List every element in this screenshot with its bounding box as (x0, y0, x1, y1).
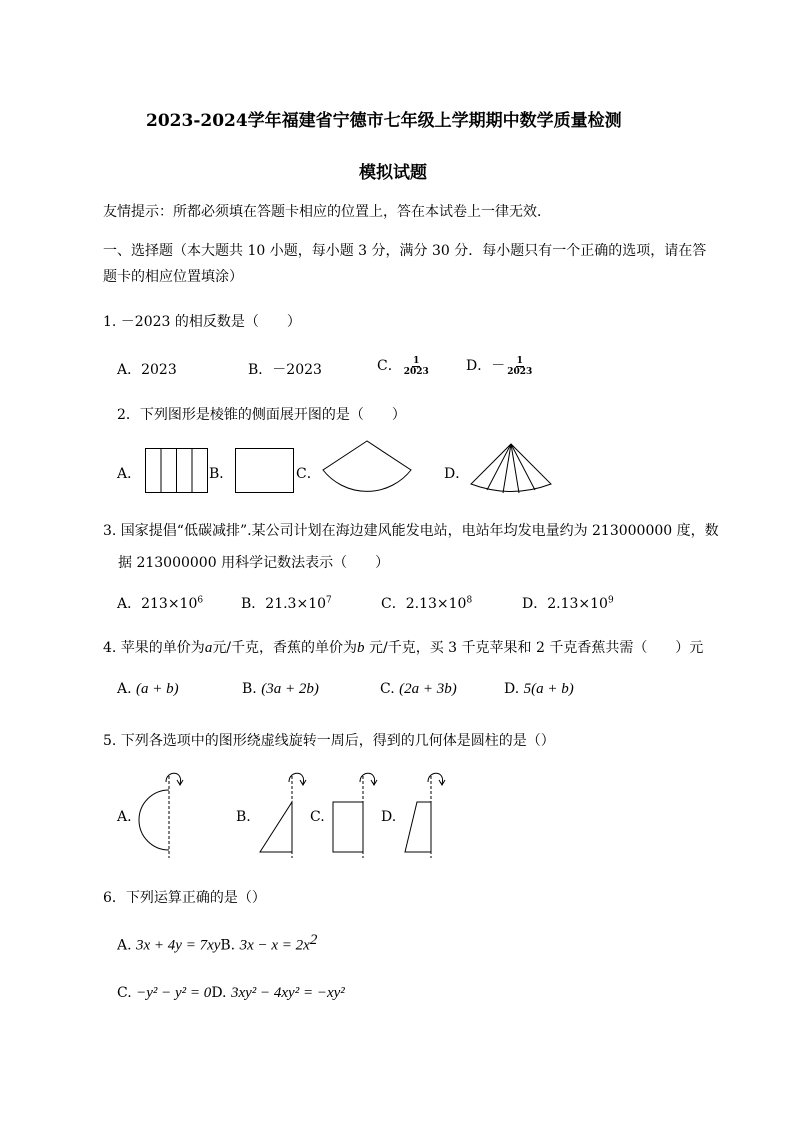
q4-stem: 4. 苹果的单价为a元/千克，香蕉的单价为b 元/千克，买 3 千克苹果和 2 千克香蕉共需（ ）元 (103, 640, 704, 656)
q1-option-b: B．－2023 (248, 362, 322, 378)
q2-stem: 2．下列图形是棱锥的侧面展开图的是（ ） (117, 407, 406, 423)
q4-option-b: B. (3a + 2b) (242, 681, 319, 697)
q3-stem-line1: 3. 国家提倡“低碳减排”.某公司计划在海边建风能发电站，电站年均发电量约为 213000000 度，数 (103, 523, 719, 539)
q2-option-a-label: A． (117, 466, 142, 482)
section-header-line2: 题卡的相应位置填涂） (103, 269, 243, 285)
q5-option-a-label: A. (117, 809, 132, 825)
q6-stem: 6．下列运算正确的是（） (103, 890, 266, 906)
q2-option-c-label: C． (296, 466, 321, 482)
q5-figure-d (400, 770, 450, 860)
q5-figure-a (140, 770, 190, 860)
q1-option-d-fraction: $\frac{1}{2023}$ (507, 355, 533, 377)
q5-figure-b (255, 770, 305, 860)
page-subtitle: 模拟试题 (359, 163, 427, 183)
q5-option-b-label: B. (236, 809, 251, 825)
q1-option-c-fraction: $\frac{1}{2023}$ (403, 355, 429, 377)
q2-figure-c (322, 440, 412, 500)
q2-option-d-label: D． (444, 466, 470, 482)
q1-stem: 1. －2023 的相反数是（ ） (103, 314, 301, 330)
q2-option-b-label: B． (209, 466, 234, 482)
q2-figure-b (235, 448, 295, 494)
q4-option-d: D. 5(a + b) (504, 681, 574, 697)
q3-option-c: C．$2.13\times 10^8$ (381, 595, 473, 612)
q1-option-a: A．2023 (117, 362, 177, 378)
notice-text: 友情提示：所都必须填在答题卡相应的位置上，答在本试卷上一律无效． (103, 204, 551, 220)
q4-option-c: C. (2a + 3b) (380, 681, 457, 697)
q6-option-a: A. 3x + 4y = 7xyB. $3x - x = 2x^2$ (117, 932, 318, 954)
q1-option-d: D．－ $\frac{1}{2023}$ (466, 355, 533, 377)
q1-option-c: C． $\frac{1}{2023}$ (377, 355, 429, 377)
q5-figure-c (328, 770, 378, 860)
q5-stem: 5. 下列各选项中的图形绕虚线旋转一周后，得到的几何体是圆柱的是（） (103, 733, 555, 749)
q2-figure-d (470, 443, 552, 495)
section-header-line1: 一、选择题（本大题共 10 小题，每小题 3 分，满分 30 分．每小题只有一个正确的选项，请在答 (103, 243, 707, 259)
q2-figure-a (145, 448, 209, 494)
q5-option-c-label: C. (310, 809, 325, 825)
q5-option-d-label: D. (381, 809, 397, 825)
q4-option-a: A. (a + b) (117, 681, 179, 697)
q3-option-d: D．$2.13\times 10^9$ (522, 595, 614, 612)
page-title: 2023-2024学年福建省宁德市七年级上学期期中数学质量检测 (146, 111, 622, 131)
q6-option-c: C. −y² − y² = 0D. 3xy² − 4xy² = −xy² (117, 985, 345, 1001)
q3-option-a: A．$213\times 10^6$ (117, 595, 204, 612)
q3-stem-line2: 据 213000000 用科学记数法表示（ ） (118, 555, 390, 571)
q3-option-b: B．$21.3\times 10^7$ (241, 595, 332, 612)
